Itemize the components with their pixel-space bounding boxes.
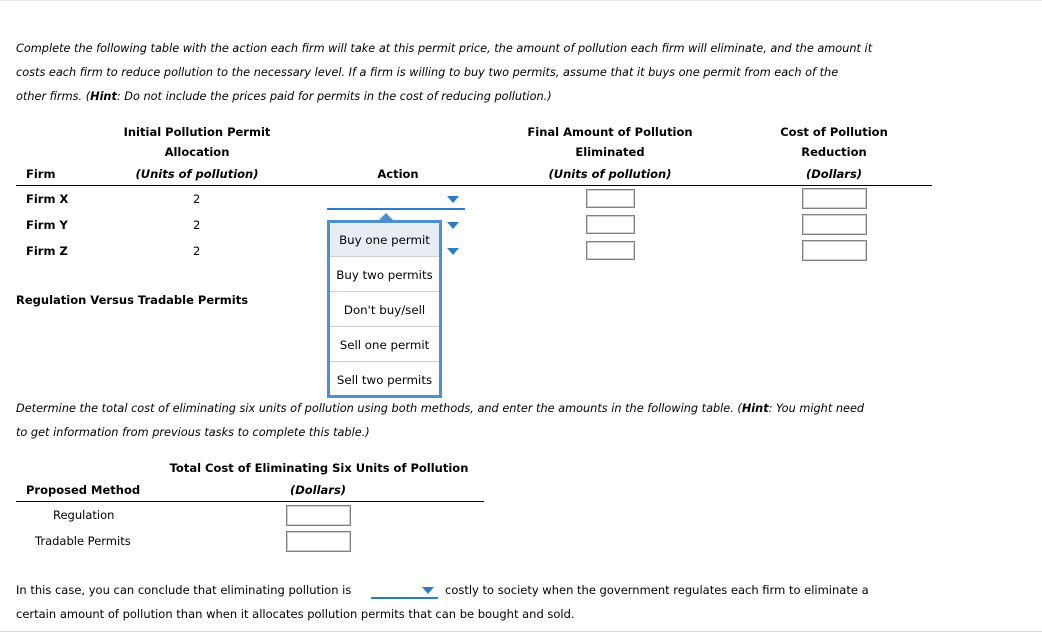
bottom-divider bbox=[0, 631, 1042, 632]
table2-header-rule bbox=[16, 501, 484, 502]
chevron-down-icon[interactable] bbox=[447, 248, 459, 255]
conclusion-line-2: certain amount of pollution than when it allocates pollution permits that can be bought and sold. bbox=[16, 607, 575, 621]
firm-z-eliminated-input[interactable] bbox=[586, 241, 635, 260]
firm-x-label: Firm X bbox=[26, 192, 69, 206]
chevron-down-icon[interactable] bbox=[447, 222, 459, 229]
firm-y-cost-input[interactable] bbox=[802, 214, 867, 235]
final-header-2: Eliminated bbox=[575, 145, 645, 159]
firm-y-alloc: 2 bbox=[193, 218, 201, 232]
method-header: Proposed Method bbox=[26, 483, 141, 497]
cost-header-2: Reduction bbox=[801, 145, 867, 159]
option-buy-two-permits[interactable]: Buy two permits bbox=[330, 258, 439, 292]
option-buy-one-permit[interactable]: Buy one permit bbox=[330, 223, 439, 257]
intro-line-1: Complete the following table with the action each firm will take at this permit price, the amount of pollution each firm will eliminate, and the amount it bbox=[16, 42, 873, 55]
alloc-header-2: Allocation bbox=[164, 145, 230, 159]
hint-label: Hint bbox=[90, 90, 117, 103]
alloc-header-1: Initial Pollution Permit bbox=[123, 125, 271, 139]
table1-header-rule bbox=[16, 185, 932, 186]
chevron-down-icon[interactable] bbox=[422, 587, 434, 594]
firm-z-cost-input[interactable] bbox=[802, 240, 867, 261]
firm-y-eliminated-input[interactable] bbox=[586, 215, 635, 234]
action-dropdown-menu bbox=[327, 220, 442, 398]
final-header-1: Final Amount of Pollution bbox=[527, 125, 693, 139]
alloc-header-unit: (Units of pollution) bbox=[135, 167, 259, 181]
hint-label: Hint bbox=[741, 402, 769, 415]
option-sell-two-permits[interactable]: Sell two permits bbox=[336, 373, 433, 387]
para2-line-2: to get information from previous tasks to complete this table.) bbox=[16, 426, 370, 439]
firm-x-eliminated-input[interactable] bbox=[586, 189, 635, 208]
final-header-unit: (Units of pollution) bbox=[548, 167, 672, 181]
action-header: Action bbox=[377, 167, 419, 181]
firm-x-cost-input[interactable] bbox=[802, 188, 867, 209]
conclusion-post: costly to society when the government regulates each firm to eliminate a bbox=[445, 583, 869, 597]
intro-line-2: costs each firm to reduce pollution to the necessary level. If a firm is willing to buy two permits, assume that it buys one permit from each of the bbox=[16, 66, 839, 79]
firm-y-label: Firm Y bbox=[26, 218, 68, 232]
top-divider bbox=[0, 0, 1042, 1]
firm-x-action-dropdown[interactable] bbox=[327, 208, 465, 210]
para2-line-1: Determine the total cost of eliminating six units of pollution using both methods, and enter the amounts in the following table. (Hint: You might need bbox=[16, 402, 865, 415]
chevron-down-icon[interactable] bbox=[447, 196, 459, 203]
intro-line-3: other firms. (Hint: Do not include the prices paid for permits in the cost of reducing pollution.) bbox=[16, 90, 552, 103]
firm-z-label: Firm Z bbox=[26, 244, 68, 258]
dollars-header: (Dollars) bbox=[289, 483, 347, 497]
tradable-permits-cost-input[interactable] bbox=[286, 531, 351, 552]
regulation-label: Regulation bbox=[53, 508, 115, 522]
firm-x-alloc: 2 bbox=[193, 192, 201, 206]
firm-header: Firm bbox=[26, 167, 56, 181]
cost-header-unit: (Dollars) bbox=[805, 167, 863, 181]
tradable-permits-label: Tradable Permits bbox=[35, 534, 131, 548]
option-dont-buy-sell[interactable]: Don't buy/sell bbox=[330, 293, 439, 327]
cost-header-1: Cost of Pollution bbox=[780, 125, 888, 139]
table2-title: Total Cost of Eliminating Six Units of Pollution bbox=[169, 461, 469, 475]
section-2-title: Regulation Versus Tradable Permits bbox=[16, 293, 249, 307]
conclusion-pre: In this case, you can conclude that eliminating pollution is bbox=[16, 583, 352, 597]
option-sell-one-permit[interactable]: Sell one permit bbox=[330, 328, 439, 362]
firm-z-alloc: 2 bbox=[193, 244, 201, 258]
conclusion-dropdown[interactable] bbox=[371, 597, 438, 599]
regulation-cost-input[interactable] bbox=[286, 505, 351, 526]
